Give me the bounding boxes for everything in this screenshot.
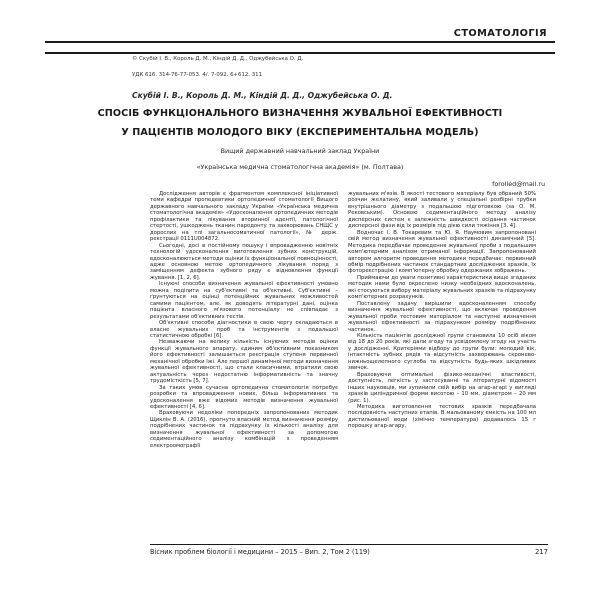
- page-number: 217: [535, 548, 548, 556]
- header-rule-top: [45, 41, 555, 43]
- article-authors: Скубій І. В., Король Д. М., Кіндій Д. Д., Оджубейська О. Д.: [132, 91, 393, 100]
- text-column-left: [150, 191, 338, 449]
- paragraph: За таких умов сучасна ортопедична стоматологія потребує розробки та впровадження нових, більш інформативних та удосконалення вже відомих методів визначення жувальної ефективності [4, 6].: [150, 384, 338, 410]
- paragraph: Методика виготовлення тестових зразків передбачала послідовність наступних етапів. В мальованому ємкість на 100 мл дистильованої води (хімічно температура) додавалось 15 г порошку агар-агару,: [348, 403, 536, 430]
- copyright-line: © Скубій І. В., Король Д. М., Кіндій Д. Д., Оджубейська О. Д.: [132, 56, 304, 62]
- paragraph: Водночас І. В. Токарєвим та Ю. Я. Наумовим запропоновані свій метод визначення жувальної ефективності динамічний [5]. Методика передбачає проведення жувальної проби з подальшим комп'ютерним аналізом отриманої інформації. Запропонований автором алгоритм проведення методики передбачає: первинний обмір подрібнених частинок стандартних досліджених зразків, їх фотореєстрацію і комп'ютерну обробку одержаних зображень.: [348, 229, 536, 275]
- footer-rule: [150, 544, 548, 545]
- affiliation-line-1: Вищий державний навчальний заклад України: [220, 147, 380, 155]
- section-title: СТОМАТОЛОГІЯ: [453, 28, 547, 39]
- paragraph: Враховуючи оптимальні фізико-механічні властивості, доступність, легкість у застосуванні та літературні відомості інших науковців, ми зупинили свій вибір на агар-агарі у вигляді зразків циліндричної форми висотою – 10 мм, діаметром – 20 мм (рис. 1).: [348, 371, 536, 404]
- paragraph: Існуючі способи визначення жувальної ефективності умовно можна поділити на суб'єктивні та об'єктивні. Суб'єктивні – ґрунтуються на оцінці потенційних жувальних можливостей самими пацієнтом, але, як доводять літературні дані, оцінка пацієнта власного м'язового потенціалу не співпадає з результатами об'єктивних тестів.: [150, 281, 338, 320]
- text-column-right: [348, 191, 536, 430]
- udk-code: УДК 616. 314-76-77-053. 4/. 7-092. 6+612. 311: [132, 72, 263, 78]
- paragraph: Об'єктивні способи діагностики в свою чергу складаються в власне жувальних проб та інструментів з подальшої статистичною обробкі [6].: [150, 320, 338, 339]
- paragraph: Сьогодні, досі в постійному пошуку і впровадженню новітніх технологій удосконалення виготовлення зубних конструкцій, вдосконалюються методи оцінки їх функціональної повноцінності, адже основною метою ортопедичного лікування поряд з заміщенням дефекта зубного ряду є відновлення функції жування. [1, 2, 6].: [150, 242, 338, 281]
- paragraph: Враховуючи недоліки попередніх запропонованих методик Щиклін В. А. (2016), прогнуто власний метод визначення розміру подрібнених частинок та підрахунку їх кількості аналізу для визначення жувальної ефективності за допомогою седиментаційного аналізу комбінацій з проведенням електроомографії: [150, 410, 338, 449]
- paragraph: Кількість пацієнтів досліджної групи становила 10 осіб віком від 18 до 20 років, які дали згоду та усвідомлену згоду на участь у дослідженні. Критеріями відбору до групи були: молодий вік, інтактність зубних рядів та відсутність захворювань скронево-нижньощелепного суглоба та відсутність будь-яких шкідливих звичок.: [348, 332, 536, 372]
- paragraph: Приймаючи до уваги позитивні характеристики вище згаданих методик нами було окреслено низку необхідних вдосконалень, які стосуються вибору матеріалу жувальних зразків та підрахунку комп'ютерних розрахунків.: [348, 274, 536, 301]
- header-rule-bottom: [45, 52, 555, 54]
- journal-citation: Вісник проблем біології і медицини – 2015 – Вип. 2, Том 2 (119): [150, 548, 370, 556]
- paragraph: Поставлену задачу вирішили вдосконаленням способу визначення жувальної ефективності, що включає проведення жувальної проби тестовим матеріалом та наступне визначення жувальної ефективності за підрахунком розміру подрібнених частинок.: [348, 300, 536, 333]
- paragraph: Незважаючи на велику кількість існуючих методів оцінки функції жувального апарату, єдиним об'єктивним показником його ефективності залишається реєстрація ступеня первинної механічної обробки їжі. Але першої динамічної методи визначення жувальної ефективності, що стали класичними, втратили свою актуальність через недостатню інформативність та значну трудомісткість [5, 7].: [150, 339, 338, 385]
- affiliation-line-2: «Українська медична стоматологічна академія» (м. Полтава): [196, 163, 404, 171]
- article-title-line-1: СПОСІБ ФУНКЦІОНАЛЬНОГО ВИЗНАЧЕННЯ ЖУВАЛЬНОЇ ЕФЕКТИВНОСТІ: [97, 108, 503, 119]
- paragraph: жувальних м'язів. В якості тестового матеріалу був обраний 50% розчин желатину, який заливали у спеціальні розбірні трубки внутрішнього діаметру з подальшою підготовкою (за О. М. Рековським). Основою седиментаційного методу аналізу дисперсних систем є залежність швидкості осідання частинок дисперсної фази від їх розмірів під дією сили тяжіння [3, 4].: [348, 191, 536, 230]
- article-title-line-2: У ПАЦІЄНТІВ МОЛОДОГО ВІКУ (ЕКСПЕРИМЕНТАЛЬНА МОДЕЛЬ): [121, 127, 479, 138]
- contact-email: forolled@mail.ru: [492, 180, 545, 188]
- paragraph: Дослідження авторів є фрагментом комплексної ініціативної теми кафедри пропедевтики ортопедичної стоматології Вищого державного навчального закладу України «Українська медична стоматологічна академія» «Удосконалення ортопедичних методів профілактики та лікування вторинної адентії, патологічної стертості, ушкоджень тканин пародонту та захворювань СНЩС у дорослих на тлі загальносоматичної патології», № держ. реєстрації 0111U004872.: [150, 191, 338, 243]
